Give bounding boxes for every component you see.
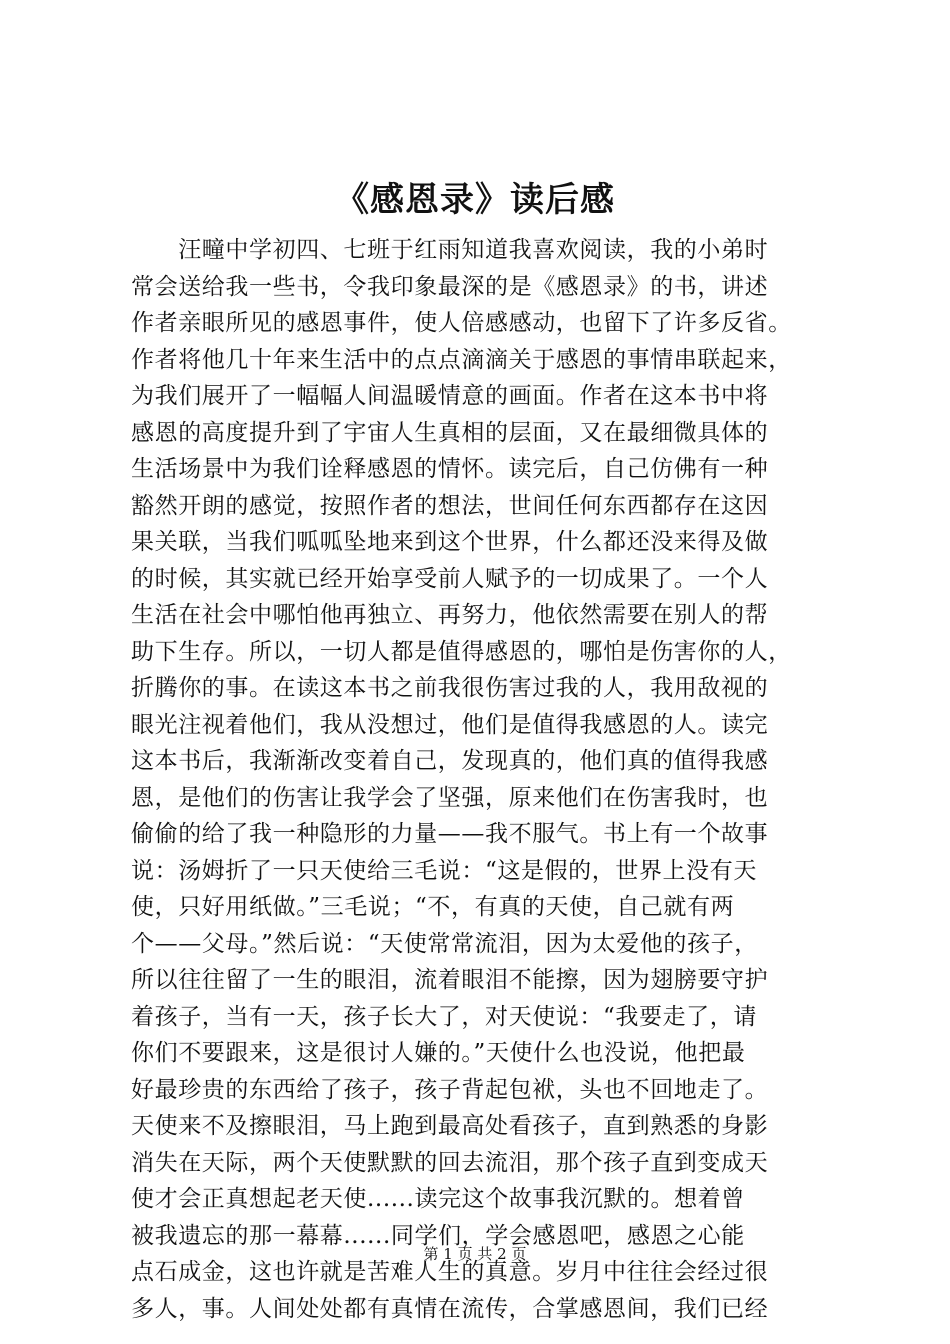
body-line: 偷偷的给了我一种隐形的力量——我不服气。书上有一个故事 bbox=[131, 821, 769, 847]
body-line: 作者将他几十年来生活中的点点滴滴关于感恩的事情串联起来， bbox=[131, 346, 792, 373]
body-line: 多人，事。人间处处都有真情在流传，合掌感恩间，我们已经 bbox=[131, 1295, 769, 1322]
body-line: 点石成金，这也许就是苦难人生的真意。岁月中往往会经过很 bbox=[131, 1259, 769, 1285]
body-line: 你们不要跟来，这是很讨人嫌的。”天使什么也没说，他把最 bbox=[131, 1040, 746, 1066]
document-title: 《感恩录》读后感 bbox=[335, 180, 615, 220]
body-line: 消失在天际，两个天使默默的回去流泪，那个孩子直到变成天 bbox=[131, 1149, 769, 1176]
body-line: 折腾你的事。在读这本书之前我很伤害过我的人，我用敌视的 bbox=[131, 675, 769, 701]
body-line: 为我们展开了一幅幅人间温暖情意的画面。作者在这本书中将 bbox=[131, 383, 769, 409]
body-line: 被我遗忘的那一幕幕......同学们，学会感恩吧，感恩之心能 bbox=[131, 1222, 745, 1249]
body-line: 着孩子，当有一天，孩子长大了，对天使说：“我要走了，请 bbox=[131, 1003, 757, 1030]
body-line: 助下生存。所以，一切人都是值得感恩的，哪怕是伤害你的人， bbox=[131, 638, 792, 665]
body-line: 说：汤姆折了一只天使给三毛说：“这是假的，世界上没有天 bbox=[131, 857, 757, 884]
body-line: 所以往往留了一生的眼泪，流着眼泪不能擦，因为翅膀要守护 bbox=[131, 967, 769, 993]
document-body bbox=[131, 232, 851, 1327]
body-line: 个——父母。”然后说：“天使常常流泪，因为太爱他的孩子， bbox=[131, 930, 758, 957]
body-line: 常会送给我一些书，令我印象最深的是《感恩录》的书，讲述 bbox=[131, 273, 769, 300]
body-line: 作者亲眼所见的感恩事件，使人倍感感动，也留下了许多反省。 bbox=[131, 310, 792, 336]
body-line: 使，只好用纸做。”三毛说；“不，有真的天使，自己就有两 bbox=[131, 894, 735, 920]
body-line: 汪疃中学初四、七班于红雨知道我喜欢阅读，我的小弟时 bbox=[131, 237, 769, 263]
body-line: 果关联，当我们呱呱坠地来到这个世界，什么都还没来得及做 bbox=[131, 529, 769, 555]
body-line: 这本书后，我渐渐改变着自己，发现真的，他们真的值得我感 bbox=[131, 748, 769, 774]
page-number-footer: 第 1 页 共 2 页 bbox=[423, 1245, 527, 1263]
body-line: 生活场景中为我们诠释感恩的情怀。读完后，自己仿佛有一种 bbox=[131, 456, 769, 482]
body-line: 感恩的高度提升到了宇宙人生真相的层面，又在最细微具体的 bbox=[131, 419, 769, 446]
body-line: 使才会正真想起老天使......读完这个故事我沉默的。想着曾 bbox=[131, 1186, 745, 1212]
body-line: 天使来不及擦眼泪，马上跑到最高处看孩子，直到熟悉的身影 bbox=[131, 1113, 769, 1139]
body-line: 眼光注视着他们，我从没想过，他们是值得我感恩的人。读完 bbox=[131, 711, 769, 738]
body-line: 的时候，其实就已经开始享受前人赋予的一切成果了。一个人 bbox=[131, 565, 769, 592]
body-line: 好最珍贵的东西给了孩子，孩子背起包袱，头也不回地走了。 bbox=[131, 1076, 769, 1103]
body-line: 豁然开朗的感觉，按照作者的想法，世间任何东西都存在这因 bbox=[131, 492, 769, 519]
body-line: 恩，是他们的伤害让我学会了坚强，原来他们在伤害我时，也 bbox=[131, 784, 769, 811]
body-line: 生活在社会中哪怕他再独立、再努力，他依然需要在别人的帮 bbox=[131, 602, 769, 628]
